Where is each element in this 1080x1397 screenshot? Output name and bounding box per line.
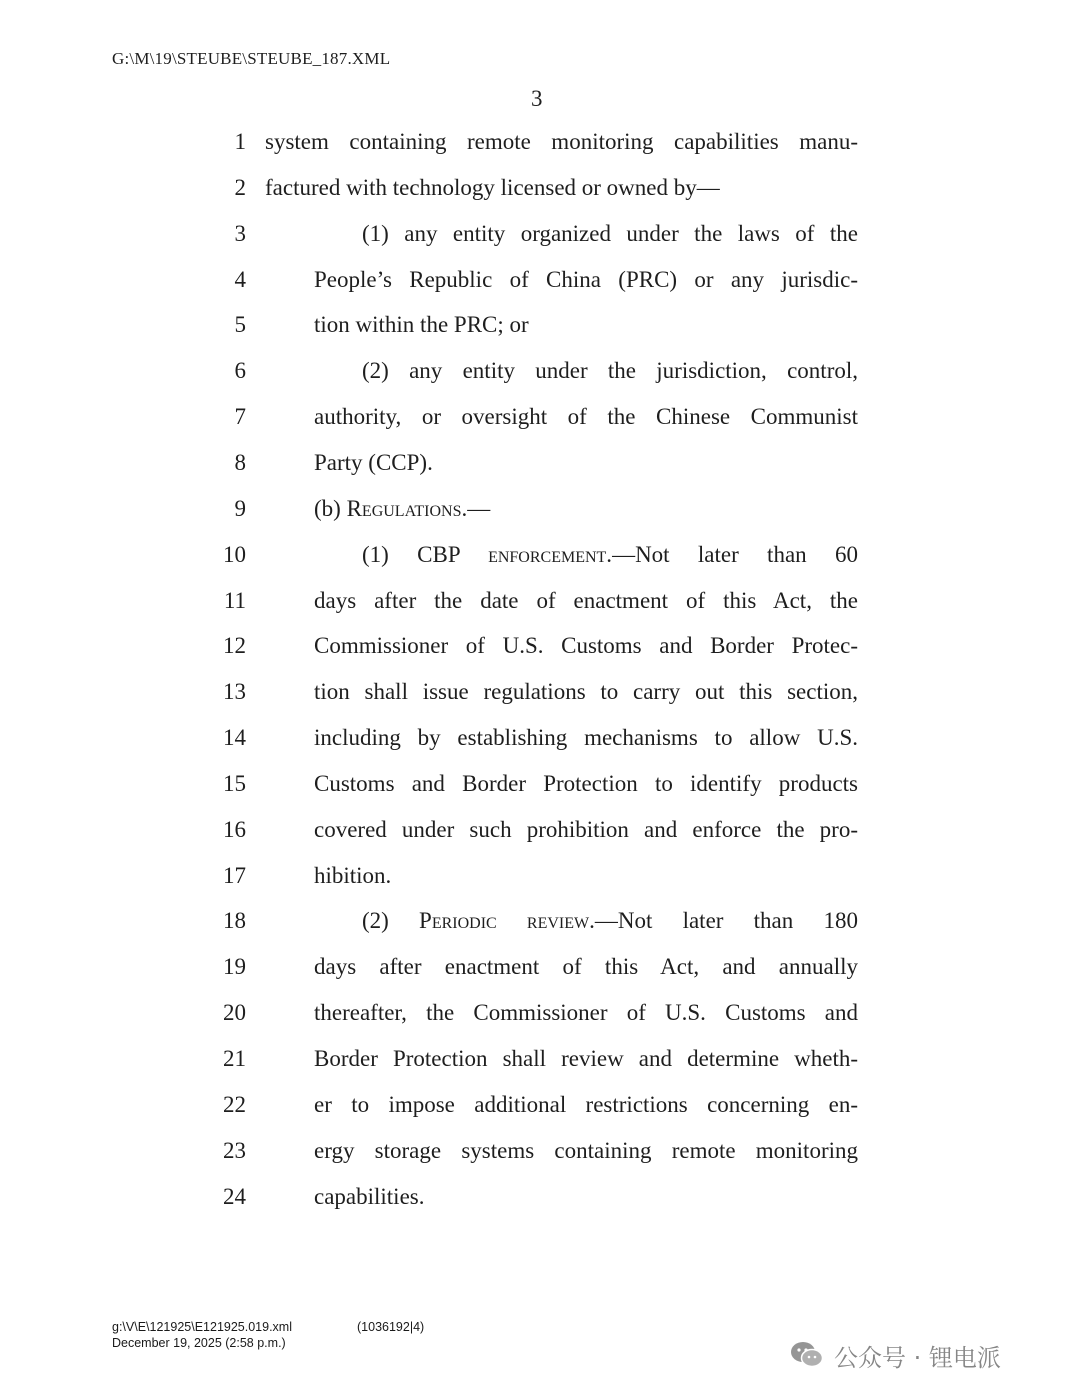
line-number: 1 xyxy=(234,129,246,154)
line-number: 18 xyxy=(223,908,246,934)
line-number: 16 xyxy=(223,816,246,842)
line-number: 10 xyxy=(223,541,246,567)
bill-text-line: system containing remote monitoring capabilities manu- xyxy=(265,129,858,154)
line-number: 19 xyxy=(223,954,246,980)
bill-text-line: Border Protection shall review and determine wheth- xyxy=(314,1046,858,1071)
bill-text-line: thereafter, the Commissioner of U.S. Customs and xyxy=(314,1000,858,1026)
bill-text-line: days after enactment of this Act, and annually xyxy=(314,954,858,980)
footer-code: (1036192|4) xyxy=(357,1320,425,1334)
bill-text-line: Party (CCP). xyxy=(314,449,433,475)
line-number: 6 xyxy=(234,358,246,384)
line-number: 13 xyxy=(223,679,246,705)
bill-text-line: tion within the PRC; or xyxy=(314,312,529,338)
bill-text-line: (2) Periodic review.—Not later than 180 xyxy=(362,908,858,934)
bill-text-line: (b) Regulations.— xyxy=(314,495,491,521)
line-number: 17 xyxy=(223,862,246,888)
bill-text-line: Customs and Border Protection to identify products xyxy=(314,770,858,796)
bill-text-line: hibition. xyxy=(314,862,392,888)
line-number: 2 xyxy=(234,174,246,200)
footer-xml-path: g:\V\E\121925\E121925.019.xml xyxy=(112,1320,292,1334)
bill-text-line: including by establishing mechanisms to allow U.S. xyxy=(314,725,858,751)
bill-text-line: days after the date of enactment of this Act, the xyxy=(314,587,858,613)
bill-text-line: ergy storage systems containing remote monitoring xyxy=(314,1137,858,1163)
line-number: 4 xyxy=(234,266,246,292)
page-number: 3 xyxy=(531,86,543,111)
line-number: 23 xyxy=(223,1137,246,1163)
watermark xyxy=(790,1337,1001,1373)
wechat-icon xyxy=(790,1340,824,1370)
bill-text-line: er to impose additional restrictions concerning en- xyxy=(314,1091,858,1117)
file-path-header: G:\M\19\STEUBE\STEUBE_187.XML xyxy=(112,49,391,68)
line-number: 14 xyxy=(223,725,246,751)
line-number: 11 xyxy=(223,587,246,613)
bill-text-line: (2) any entity under the jurisdiction, control, xyxy=(362,358,858,384)
line-number: 20 xyxy=(223,1000,246,1026)
bill-text-line: (1) CBP enforcement.—Not later than 60 xyxy=(362,541,858,567)
bill-text-line: tion shall issue regulations to carry out this section, xyxy=(314,679,858,705)
line-number: 3 xyxy=(234,220,246,246)
bill-text-line: factured with technology licensed or owned by— xyxy=(265,174,720,200)
line-number: 8 xyxy=(234,449,246,475)
bill-text-line: covered under such prohibition and enforce the pro- xyxy=(314,816,858,842)
line-number: 9 xyxy=(234,495,246,521)
line-number: 12 xyxy=(223,633,246,659)
line-number: 21 xyxy=(223,1046,246,1071)
footer-file-info xyxy=(112,1319,292,1351)
bill-text-line: People’s Republic of China (PRC) or any jurisdic- xyxy=(314,266,858,292)
bill-text-line: capabilities. xyxy=(314,1183,425,1209)
line-number: 5 xyxy=(234,312,246,338)
line-number: 15 xyxy=(223,770,246,796)
line-number: 7 xyxy=(234,404,246,430)
bill-text-line: authority, or oversight of the Chinese Communist xyxy=(314,404,858,430)
watermark-text: 公众号 · 锂电派 xyxy=(834,1343,1001,1372)
line-number: 22 xyxy=(223,1091,246,1117)
bill-text-line: (1) any entity organized under the laws of the xyxy=(362,220,858,246)
footer-date-time: December 19, 2025 (2:58 p.m.) xyxy=(112,1336,286,1350)
bill-text-line: Commissioner of U.S. Customs and Border Protec- xyxy=(314,633,858,659)
line-number: 24 xyxy=(223,1183,246,1209)
